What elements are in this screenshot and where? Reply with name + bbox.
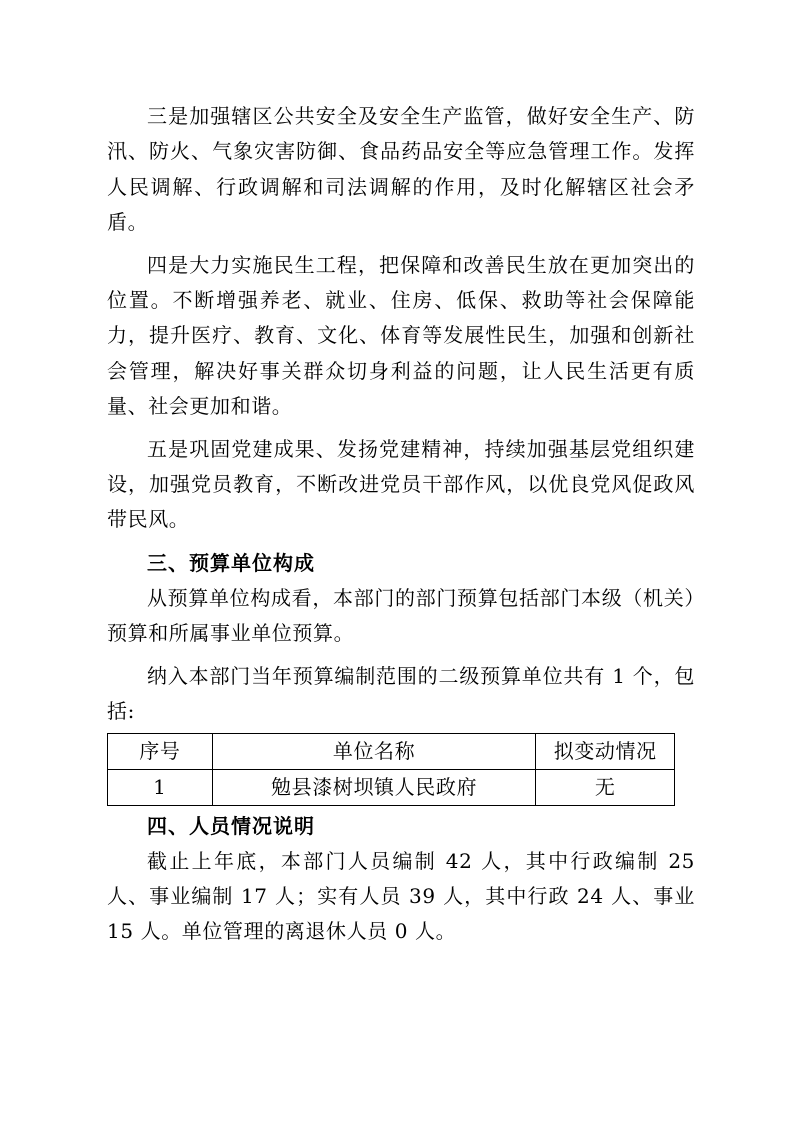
paragraph-livelihood: 四是大力实施民生工程，把保障和改善民生放在更加突出的位置。不断增强养老、就业、住房、低保、救助等社会保障能力，提升医疗、教育、文化、体育等发展性民生，加强和创新社会管理，解决好事关群众切身利益的问题，让人民生活更有质量、社会更加和谐。 <box>107 252 695 419</box>
cell-change: 无 <box>536 769 675 805</box>
document-body <box>107 99 695 950</box>
column-header-change: 拟变动情况 <box>536 733 675 769</box>
section-heading-budget-units: 三、预算单位构成 <box>147 550 315 575</box>
cell-unit-name: 勉县漆树坝镇人民政府 <box>212 769 536 805</box>
paragraph-public-safety: 三是加强辖区公共安全及安全生产监管，做好安全生产、防汛、防火、气象灾害防御、食品药品安全等应急管理工作。发挥人民调解、行政调解和司法调解的作用，及时化解辖区社会矛盾。 <box>107 104 695 235</box>
paragraph-secondary-units: 纳入本部门当年预算编制范围的二级预算单位共有 1 个，包括: <box>107 663 695 724</box>
table-row <box>108 769 675 805</box>
section-heading-personnel: 四、人员情况说明 <box>147 813 315 838</box>
paragraph-party-building: 五是巩固党建成果、发扬党建精神，持续加强基层党组织建设，加强党员教育，不断改进党员干部作风，以优良党风促政风带民风。 <box>107 436 695 532</box>
paragraph-budget-composition: 从预算单位构成看，本部门的部门预算包括部门本级（机关）预算和所属事业单位预算。 <box>107 585 695 646</box>
column-header-index: 序号 <box>108 733 213 769</box>
budget-units-table <box>107 733 675 806</box>
column-header-unit-name: 单位名称 <box>212 733 536 769</box>
table-header-row <box>108 733 675 769</box>
paragraph-personnel: 截止上年底，本部门人员编制 42 人，其中行政编制 25 人、事业编制 17 人；实有人员 39 人，其中行政 24 人、事业 15 人。单位管理的离退休人员 0 人。 <box>107 848 695 944</box>
cell-index: 1 <box>108 769 213 805</box>
